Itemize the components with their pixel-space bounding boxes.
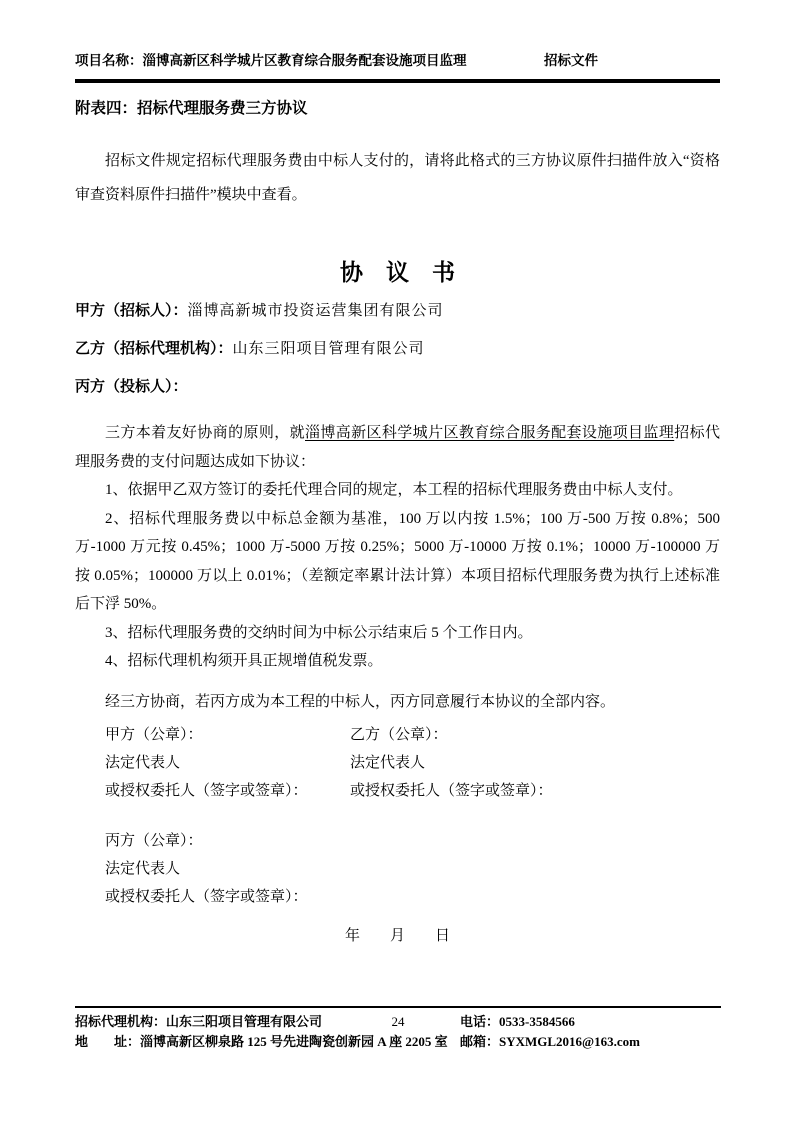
party-a-rep-label: 法定代表人 (105, 755, 181, 771)
header-doc-type: 招标文件 (544, 53, 598, 68)
party-a-line (75, 301, 720, 321)
party-b-label: 乙方（招标代理机构）： (75, 341, 233, 357)
party-c-label: 丙方（投标人）： (75, 379, 188, 395)
footer-phone: 电话：0533-3584566 (460, 1014, 575, 1029)
signature-party-a (105, 721, 350, 805)
preamble-after: 招标代理服务费的支付问题达成如下协议： (75, 425, 720, 470)
signature-party-c (75, 827, 720, 911)
party-c-seal-label: 丙方（公章）： (105, 833, 203, 849)
footer-rule (75, 1006, 721, 1008)
party-c-rep-label: 法定代表人 (105, 861, 181, 877)
footer-agency: 招标代理机构：山东三阳项目管理有限公司 (75, 1014, 323, 1029)
party-a-proxy-label: 或授权委托人（签字或签章）： (105, 783, 308, 799)
consent-paragraph: 经三方协商，若丙方成为本工程的中标人，丙方同意履行本协议的全部内容。 (105, 693, 616, 710)
clause-3: 3、招标代理服务费的交纳时间为中标公示结束后 5 个工作日内。 (105, 624, 533, 641)
footer-row-2 (75, 1032, 721, 1052)
header-project-name: 项目名称：淄博高新区科学城片区教育综合服务配套设施项目监理 (75, 53, 467, 68)
parties-section (75, 301, 720, 397)
preamble-paragraph (75, 419, 720, 476)
clause-1: 1、依据甲乙双方签订的委托代理合同的规定，本工程的招标代理服务费由中标人支付。 (105, 482, 683, 498)
party-a-seal-label: 甲方（公章）： (105, 727, 203, 743)
preamble-before: 三方本着友好协商的原则，就 (105, 425, 305, 441)
header-double-rule (75, 79, 720, 83)
page-header (75, 52, 720, 70)
signature-party-b (350, 721, 720, 805)
footer-address: 地 址：淄博高新区柳泉路 125 号先进陶瓷创新园 A 座 2205 室 (75, 1034, 448, 1049)
attachment-title: 附表四：招标代理服务费三方协议 (75, 100, 308, 117)
footer-email: 邮箱：SYXMGL2016@163.com (460, 1034, 641, 1049)
party-a-value: 淄博高新城市投资运营集团有限公司 (187, 303, 444, 319)
party-b-seal-label: 乙方（公章）： (350, 727, 448, 743)
date-line: 年 月 日 (344, 928, 450, 944)
footer-row-1 (75, 1012, 721, 1032)
party-b-rep-label: 法定代表人 (350, 755, 426, 771)
party-b-value: 山东三阳项目管理有限公司 (232, 341, 425, 357)
agreement-body (75, 419, 720, 676)
footer-page-number: 24 (391, 1014, 405, 1029)
clause-4: 4、招标代理机构须开具正规增值税发票。 (105, 653, 383, 669)
clause-2: 2、招标代理服务费以中标总金额为基准，100 万以内按 1.5%；100 万-500 万按 0.8%；500 万-1000 万元按 0.45%；1000 万-5000 万按 0.25%；5000 万-10000 万按 0.1%；10000 万-100000 万按 0.05%；100000 万以上 0.01%；（差额定率累计法计算）本项目招标代理服务费为执行上述标准后下浮 50%。 (75, 510, 720, 612)
preamble-project-name-underlined: 淄博高新区科学城片区教育综合服务配套设施项目监理 (305, 425, 675, 441)
signature-section-ab (75, 721, 720, 805)
party-b-line (75, 339, 720, 359)
party-b-proxy-label: 或授权委托人（签字或签章）： (350, 783, 553, 799)
agreement-title: 协 议 书 (340, 260, 455, 285)
intro-paragraph: 招标文件规定招标代理服务费由中标人支付的，请将此格式的三方协议原件扫描件放入“资格审查资料原件扫描件”模块中查看。 (75, 153, 720, 203)
party-c-line (75, 377, 720, 397)
party-c-proxy-label: 或授权委托人（签字或签章）： (105, 889, 308, 905)
party-a-label: 甲方（招标人）： (75, 303, 188, 319)
page-footer (75, 1006, 721, 1052)
